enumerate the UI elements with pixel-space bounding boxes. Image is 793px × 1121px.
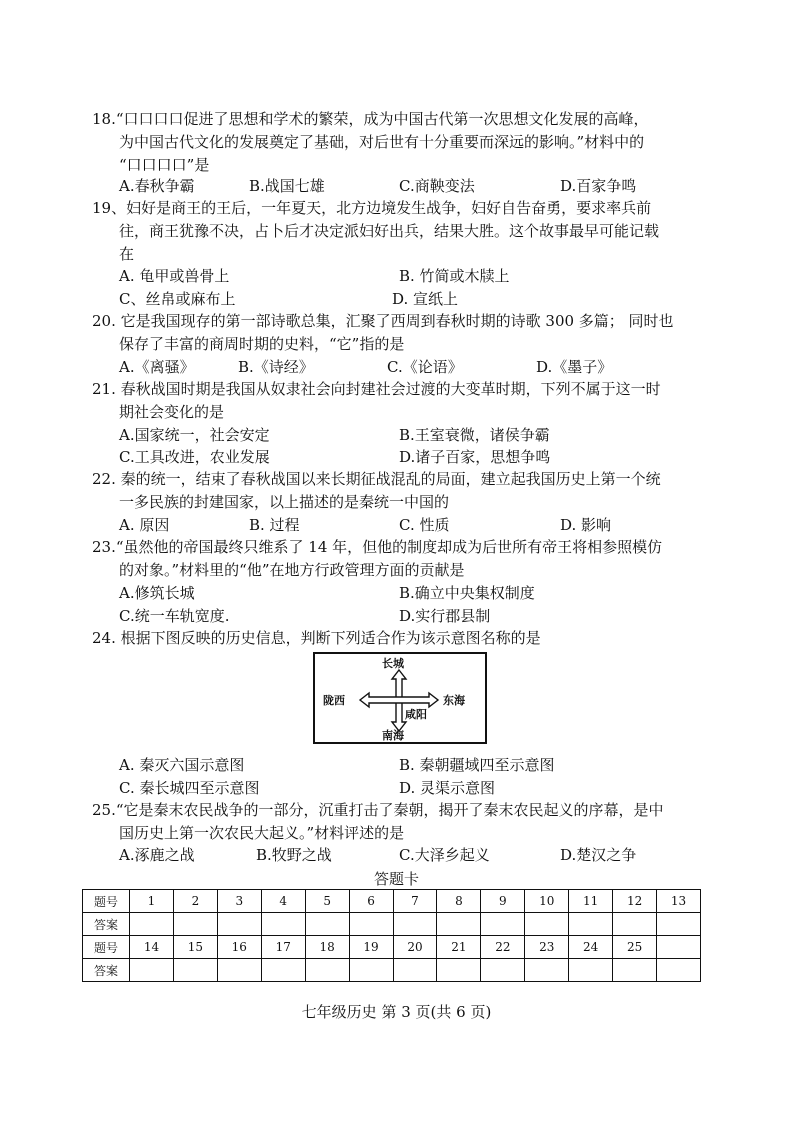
answer-cell[interactable]	[481, 913, 525, 936]
q23-option-d: D.实行郡县制	[399, 607, 491, 625]
question-number: 9	[481, 890, 525, 913]
q18-option-d: D.百家争鸣	[560, 177, 637, 195]
question-number: 4	[261, 890, 305, 913]
q22-option-c: C. 性质	[399, 516, 450, 534]
q19-option-c: C、丝帛或麻布上	[119, 290, 236, 308]
answer-cell[interactable]	[305, 913, 349, 936]
q22-line-2: 一多民族的封建国家，以上描述的是秦统一中国的	[119, 493, 450, 511]
answer-cell[interactable]	[349, 913, 393, 936]
question-number: 12	[613, 890, 657, 913]
q24-option-a: A. 秦灭六国示意图	[119, 756, 245, 774]
question-number: 18	[305, 936, 349, 959]
answer-card-table	[82, 889, 701, 982]
answer-cell[interactable]	[217, 959, 261, 982]
q25-line-2: 国历史上第一次农民大起义。”材料评述的是	[119, 824, 405, 842]
q19-line-1: 19、妇好是商王的王后，一年夏天，北方边境发生战争，妇好自告奋勇，要求率兵前	[92, 199, 652, 217]
q18-option-b: B.战国七雄	[249, 177, 325, 195]
q22-option-a: A. 原因	[119, 516, 170, 534]
answer-cell[interactable]	[393, 913, 437, 936]
question-number: 2	[173, 890, 217, 913]
table-row	[83, 936, 701, 959]
q24-line-1: 24. 根据下图反映的历史信息，判断下列适合作为该示意图名称的是	[92, 629, 541, 647]
q20-option-d: D.《墨子》	[536, 358, 613, 376]
answer-cell[interactable]	[613, 959, 657, 982]
answer-cell[interactable]	[613, 913, 657, 936]
row-label-number: 题号	[83, 936, 130, 959]
q23-line-2: 的对象。”材料里的“他”在地方行政管理方面的贡献是	[119, 561, 465, 579]
q22-option-b: B. 过程	[249, 516, 300, 534]
answer-cell[interactable]	[173, 959, 217, 982]
qin-territory-diagram	[313, 652, 487, 744]
question-number: 3	[217, 890, 261, 913]
answer-cell[interactable]	[261, 913, 305, 936]
question-number	[657, 936, 701, 959]
answer-cell[interactable]	[349, 959, 393, 982]
answer-card-title: 答题卡	[373, 870, 419, 888]
q25-option-c: C.大泽乡起义	[399, 846, 490, 864]
answer-cell[interactable]	[569, 913, 613, 936]
q21-option-a: A.国家统一，社会安定	[119, 426, 270, 444]
answer-cell[interactable]	[217, 913, 261, 936]
question-number: 5	[305, 890, 349, 913]
q24-option-b: B. 秦朝疆域四至示意图	[399, 756, 555, 774]
question-number: 1	[130, 890, 174, 913]
answer-cell[interactable]	[569, 959, 613, 982]
question-number: 20	[393, 936, 437, 959]
answer-cell[interactable]	[173, 913, 217, 936]
q18-line-2: 为中国古代文化的发展奠定了基础，对后世有十分重要而深远的影响。”材料中的	[119, 133, 645, 151]
q20-option-c: C.《论语》	[387, 358, 463, 376]
answer-cell[interactable]	[657, 959, 701, 982]
q18-option-a: A.春秋争霸	[119, 177, 195, 195]
answer-cell[interactable]	[657, 913, 701, 936]
answer-cell[interactable]	[525, 913, 569, 936]
q18-line-1: 18.“口口口口促进了思想和学术的繁荣，成为中国古代第一次思想文化发展的高峰，	[92, 110, 649, 128]
question-number: 24	[569, 936, 613, 959]
q24-option-d: D. 灵渠示意图	[399, 779, 496, 797]
q24-option-c: C. 秦长城四至示意图	[119, 779, 260, 797]
diagram-label-south: 南海	[382, 729, 404, 742]
diagram-label-east: 东海	[443, 694, 465, 707]
q21-option-c: C.工具改进，农业发展	[119, 448, 270, 466]
q21-option-b: B.王室衰微，诸侯争霸	[399, 426, 550, 444]
answer-cell[interactable]	[437, 913, 481, 936]
table-row	[83, 890, 701, 913]
q19-option-b: B. 竹简或木牍上	[399, 267, 510, 285]
table-row	[83, 959, 701, 982]
answer-cell[interactable]	[130, 913, 174, 936]
q18-line-3: “口口口口”是	[119, 156, 210, 174]
question-number: 14	[130, 936, 174, 959]
question-number: 8	[437, 890, 481, 913]
diagram-label-north: 长城	[382, 657, 404, 670]
question-number: 6	[349, 890, 393, 913]
diagram-label-west: 陇西	[323, 694, 345, 707]
question-number: 22	[481, 936, 525, 959]
q23-option-b: B.确立中央集权制度	[399, 584, 535, 602]
row-label-number: 题号	[83, 890, 130, 913]
answer-cell[interactable]	[393, 959, 437, 982]
q21-line-1: 21. 春秋战国时期是我国从奴隶社会向封建社会过渡的大变革时期，下列不属于这一时	[92, 380, 661, 398]
question-number: 11	[569, 890, 613, 913]
q25-option-d: D.楚汉之争	[560, 846, 637, 864]
q23-option-a: A.修筑长城	[119, 584, 195, 602]
answer-cell[interactable]	[525, 959, 569, 982]
q21-option-d: D.诸子百家，思想争鸣	[399, 448, 551, 466]
q20-option-b: B.《诗经》	[238, 358, 314, 376]
question-number: 13	[657, 890, 701, 913]
q20-option-a: A.《离骚》	[119, 358, 195, 376]
page-footer: 七年级历史 第 3 页(共 6 页)	[301, 1003, 492, 1021]
q19-line-2: 往，商王犹豫不决，占卜后才决定派妇好出兵，结果大胜。这个故事最早可能记载	[119, 222, 660, 240]
question-number: 23	[525, 936, 569, 959]
question-number: 21	[437, 936, 481, 959]
q22-line-1: 22. 秦的统一，结束了春秋战国以来长期征战混乱的局面，建立起我国历史上第一个统	[92, 470, 661, 488]
question-number: 25	[613, 936, 657, 959]
diagram-label-center: 咸阳	[405, 708, 427, 721]
answer-cell[interactable]	[130, 959, 174, 982]
q23-line-1: 23.“虽然他的帝国最终只维系了 14 年，但他的制度却成为后世所有帝王将相参照模仿	[92, 538, 663, 556]
table-row	[83, 913, 701, 936]
q20-line-2: 保存了丰富的商周时期的史料，“它”指的是	[119, 335, 405, 353]
question-number: 16	[217, 936, 261, 959]
q22-option-d: D. 影响	[560, 516, 612, 534]
answer-cell[interactable]	[305, 959, 349, 982]
row-label-answer: 答案	[83, 959, 130, 982]
question-number: 19	[349, 936, 393, 959]
q21-line-2: 期社会变化的是	[119, 403, 225, 421]
question-number: 15	[173, 936, 217, 959]
q20-line-1: 20. 它是我国现存的第一部诗歌总集，汇聚了西周到春秋时期的诗歌 300 多篇； 同时也	[92, 312, 674, 330]
q19-option-d: D. 宣纸上	[392, 290, 459, 308]
answer-cell[interactable]	[261, 959, 305, 982]
q19-option-a: A. 龟甲或兽骨上	[119, 267, 230, 285]
q25-option-b: B.牧野之战	[256, 846, 332, 864]
q19-line-3: 在	[119, 245, 135, 263]
row-label-answer: 答案	[83, 913, 130, 936]
question-number: 17	[261, 936, 305, 959]
question-number: 10	[525, 890, 569, 913]
q23-option-c: C.统一车轨宽度.	[119, 607, 230, 625]
answer-cell[interactable]	[437, 959, 481, 982]
question-number: 7	[393, 890, 437, 913]
answer-cell[interactable]	[481, 959, 525, 982]
q25-option-a: A.涿鹿之战	[119, 846, 195, 864]
q18-option-c: C.商鞅变法	[399, 177, 475, 195]
q25-line-1: 25.“它是秦末农民战争的一部分，沉重打击了秦朝，揭开了秦末农民起义的序幕，是中	[92, 801, 664, 819]
